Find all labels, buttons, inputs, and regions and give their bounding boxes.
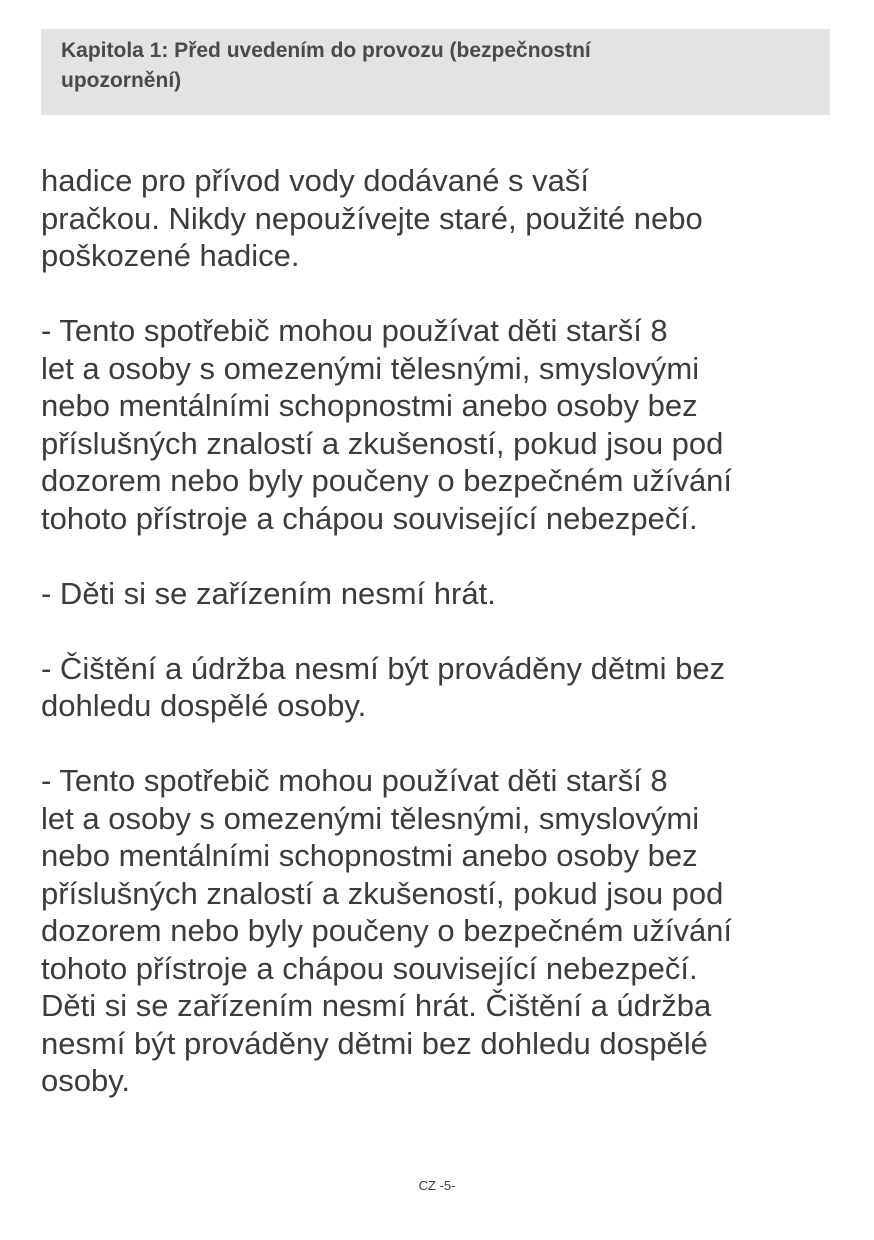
text-line: příslušných znalostí a zkušeností, pokud jsou pod xyxy=(41,425,724,461)
text-line: nesmí být prováděny dětmi bez dohledu dospělé xyxy=(41,1025,708,1061)
text-line: osoby. xyxy=(41,1063,131,1098)
paragraph-children-usage xyxy=(41,312,841,537)
text-line: poškozené hadice. xyxy=(41,238,300,273)
paragraph-hoses xyxy=(41,162,841,275)
text-line: nebo mentálními schopnostmi anebo osoby bez xyxy=(41,838,698,873)
chapter-title-line: Kapitola 1: Před uvedením do provozu (bezpečnostní xyxy=(61,39,591,62)
text-line: hadice pro přívod vody dodávané s vaší xyxy=(41,163,590,198)
text-line: pračkou. Nikdy nepoužívejte staré, použité nebo xyxy=(41,200,703,236)
text-line: - Tento spotřebič mohou používat děti starší 8 xyxy=(41,763,668,798)
paragraph-cleaning xyxy=(41,650,841,725)
text-line: - Děti si se zařízením nesmí hrát. xyxy=(41,575,496,611)
text-line: příslušných znalostí a zkušeností, pokud jsou pod xyxy=(41,875,724,911)
text-line: nebo mentálními schopnostmi anebo osoby bez xyxy=(41,388,698,423)
page-number: CZ -5- xyxy=(418,1178,456,1193)
text-line: tohoto přístroje a chápou související nebezpečí. xyxy=(41,500,698,536)
paragraph-children-usage-full xyxy=(41,762,841,1100)
text-line: let a osoby s omezenými tělesnými, smyslovými xyxy=(41,800,700,836)
text-line: let a osoby s omezenými tělesnými, smyslovými xyxy=(41,350,700,386)
text-line: dohledu dospělé osoby. xyxy=(41,688,367,723)
text-line: tohoto přístroje a chápou související nebezpečí. xyxy=(41,950,698,986)
text-line: - Tento spotřebič mohou používat děti starší 8 xyxy=(41,313,668,348)
paragraph-children-play xyxy=(41,575,841,613)
text-line: dozorem nebo byly poučeny o bezpečném užívání xyxy=(41,913,733,948)
text-line: Děti si se zařízením nesmí hrát. Čištění a údržba xyxy=(41,988,712,1023)
chapter-title xyxy=(61,36,810,96)
text-line: dozorem nebo byly poučeny o bezpečném užívání xyxy=(41,463,733,498)
chapter-title-line: upozornění) xyxy=(61,69,182,92)
text-line: - Čištění a údržba nesmí být prováděny dětmi bez xyxy=(41,650,726,686)
chapter-header xyxy=(41,29,830,115)
document-body xyxy=(41,162,841,1100)
